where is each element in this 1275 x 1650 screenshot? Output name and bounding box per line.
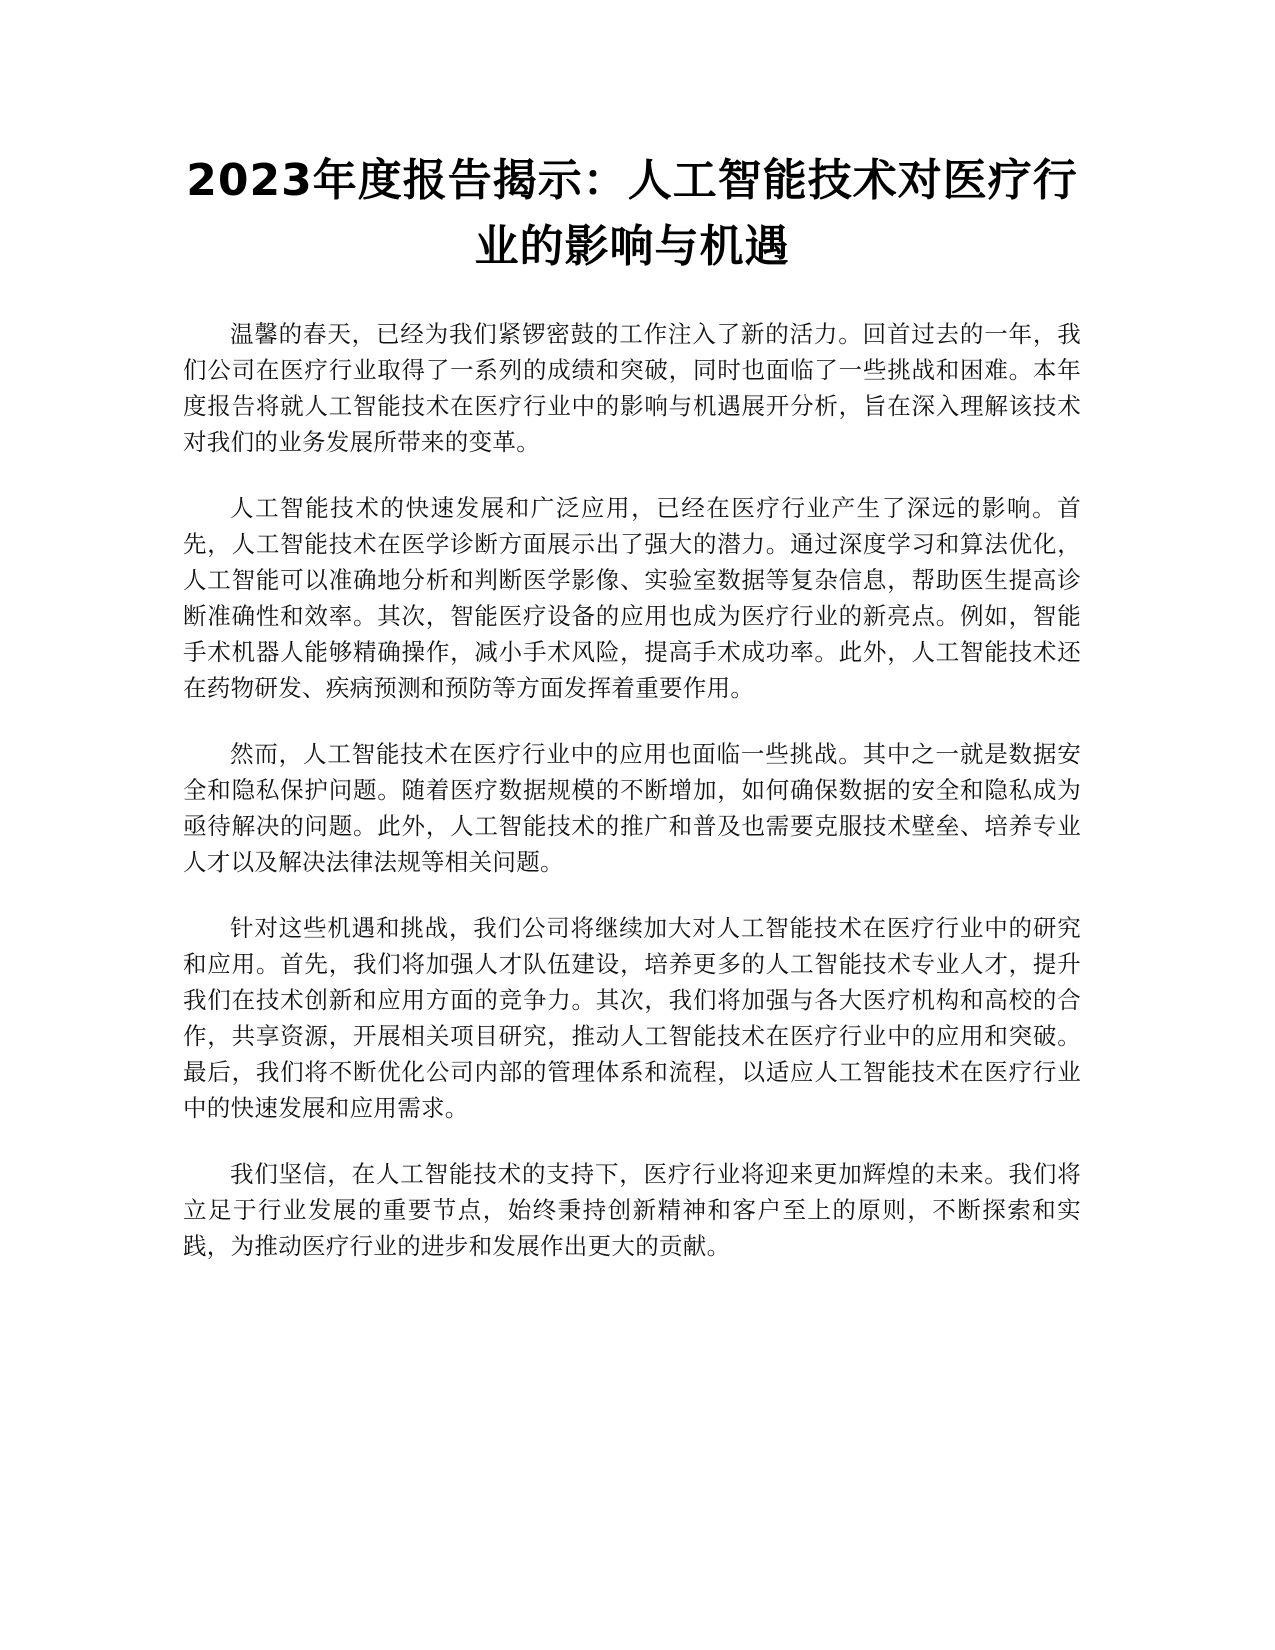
document-body xyxy=(183,316,1081,1294)
paragraph-impact: 人工智能技术的快速发展和广泛应用，已经在医疗行业产生了深远的影响。首先，人工智能技术在医学诊断方面展示出了强大的潜力。通过深度学习和算法优化，人工智能可以准确地分析和判断医学影像、实验室数据等复杂信息，帮助医生提高诊断准确性和效率。其次，智能医疗设备的应用也成为医疗行业的新亮点。例如，智能手术机器人能够精确操作，减小手术风险，提高手术成功率。此外，人工智能技术还在药物研发、疾病预测和预防等方面发挥着重要作用。 xyxy=(183,494,1081,702)
paragraph-intro: 温馨的春天，已经为我们紧锣密鼓的工作注入了新的活力。回首过去的一年，我们公司在医疗行业取得了一系列的成绩和突破，同时也面临了一些挑战和困难。本年度报告将就人工智能技术在医疗行业中的影响与机遇展开分析，旨在深入理解该技术对我们的业务发展所带来的变革。 xyxy=(183,320,1081,456)
document-title: 2023年度报告揭示：人工智能技术对医疗行业的影响与机遇 xyxy=(186,155,1078,272)
paragraph-strategy: 针对这些机遇和挑战，我们公司将继续加大对人工智能技术在医疗行业中的研究和应用。首先，我们将加强人才队伍建设，培养更多的人工智能技术专业人才，提升我们在技术创新和应用方面的竞争力。其次，我们将加强与各大医疗机构和高校的合作，共享资源，开展相关项目研究，推动人工智能技术在医疗行业中的应用和突破。最后，我们将不断优化公司内部的管理体系和流程，以适应人工智能技术在医疗行业中的快速发展和应用需求。 xyxy=(183,914,1081,1122)
paragraph-challenges: 然而，人工智能技术在医疗行业中的应用也面临一些挑战。其中之一就是数据安全和隐私保护问题。随着医疗数据规模的不断增加，如何确保数据的安全和隐私成为亟待解决的问题。此外，人工智能技术的推广和普及也需要克服技术壁垒、培养专业人才以及解决法律法规等相关问题。 xyxy=(183,740,1081,876)
paragraph-conclusion: 我们坚信，在人工智能技术的支持下，医疗行业将迎来更加辉煌的未来。我们将立足于行业发展的重要节点，始终秉持创新精神和客户至上的原则，不断探索和实践，为推动医疗行业的进步和发展作出更大的贡献。 xyxy=(183,1160,1081,1260)
